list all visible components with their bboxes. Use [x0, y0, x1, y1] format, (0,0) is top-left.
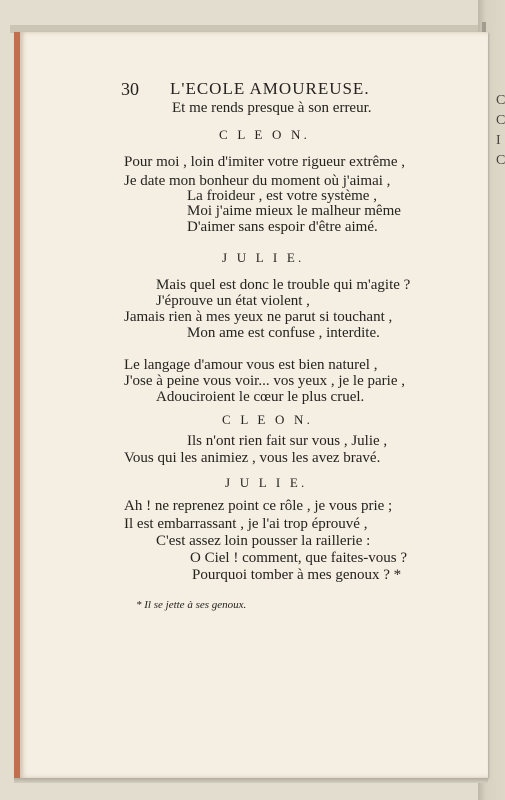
verse-line: Je date mon bonheur du moment où j'aimai ,: [124, 173, 391, 189]
verse-line: Jamais rien à mes yeux ne parut si touchant ,: [124, 309, 393, 325]
running-title: L'ECOLE AMOUREUSE.: [170, 79, 370, 98]
verse-line: Mon ame est confuse , interdite.: [187, 325, 380, 341]
adjacent-fragment: I: [496, 133, 501, 148]
speaker-name: J U L I E.: [225, 475, 308, 490]
verse-line: D'aimer sans espoir d'être aimé.: [187, 219, 378, 235]
page-bottom-shadow: [14, 778, 488, 783]
verse-line: Vous qui les animiez , vous les avez bravé.: [124, 450, 381, 466]
verse-line: Il est embarrassant , je l'ai trop éprouvé ,: [124, 516, 368, 532]
verse-line: Ah ! ne reprenez point ce rôle , je vous prie ;: [124, 498, 393, 514]
verse-line: J'ose à peine vous voir... vos yeux , je le parie ,: [124, 373, 405, 389]
verse-line: Adouciroient le cœur le plus cruel.: [156, 389, 365, 405]
verse-line: Ils n'ont rien fait sur vous , Julie ,: [187, 433, 388, 449]
speaker-name: C L E O N.: [219, 127, 311, 142]
footnote: * Il se jette à ses genoux.: [136, 599, 247, 611]
page-number: 30: [121, 79, 139, 99]
verse-line: Pour moi , loin d'imiter votre rigueur extrême ,: [124, 154, 405, 170]
verse-line: C'est assez loin pousser la raillerie :: [156, 533, 371, 549]
adjacent-fragment: C: [496, 93, 505, 108]
verse-line: Mais quel est donc le trouble qui m'agite ?: [156, 277, 411, 293]
adjacent-fragment: C: [496, 113, 505, 128]
adjacent-fragment: C: [496, 153, 505, 168]
speaker-name: C L E O N.: [222, 412, 314, 427]
verse-line: O Ciel ! comment, que faites-vous ?: [190, 550, 408, 566]
verse-line: La froideur , est votre système ,: [187, 188, 377, 204]
speaker-name: J U L I E.: [222, 250, 305, 265]
verse-line: Pourquoi tomber à mes genoux ? *: [192, 567, 402, 583]
verse-line: Et me rends presque à son erreur.: [172, 100, 372, 116]
verse-line: J'éprouve un état violent ,: [156, 293, 310, 309]
verse-line: Le langage d'amour vous est bien naturel ,: [124, 357, 378, 373]
verse-line: Moi j'aime mieux le malheur même: [187, 203, 401, 219]
